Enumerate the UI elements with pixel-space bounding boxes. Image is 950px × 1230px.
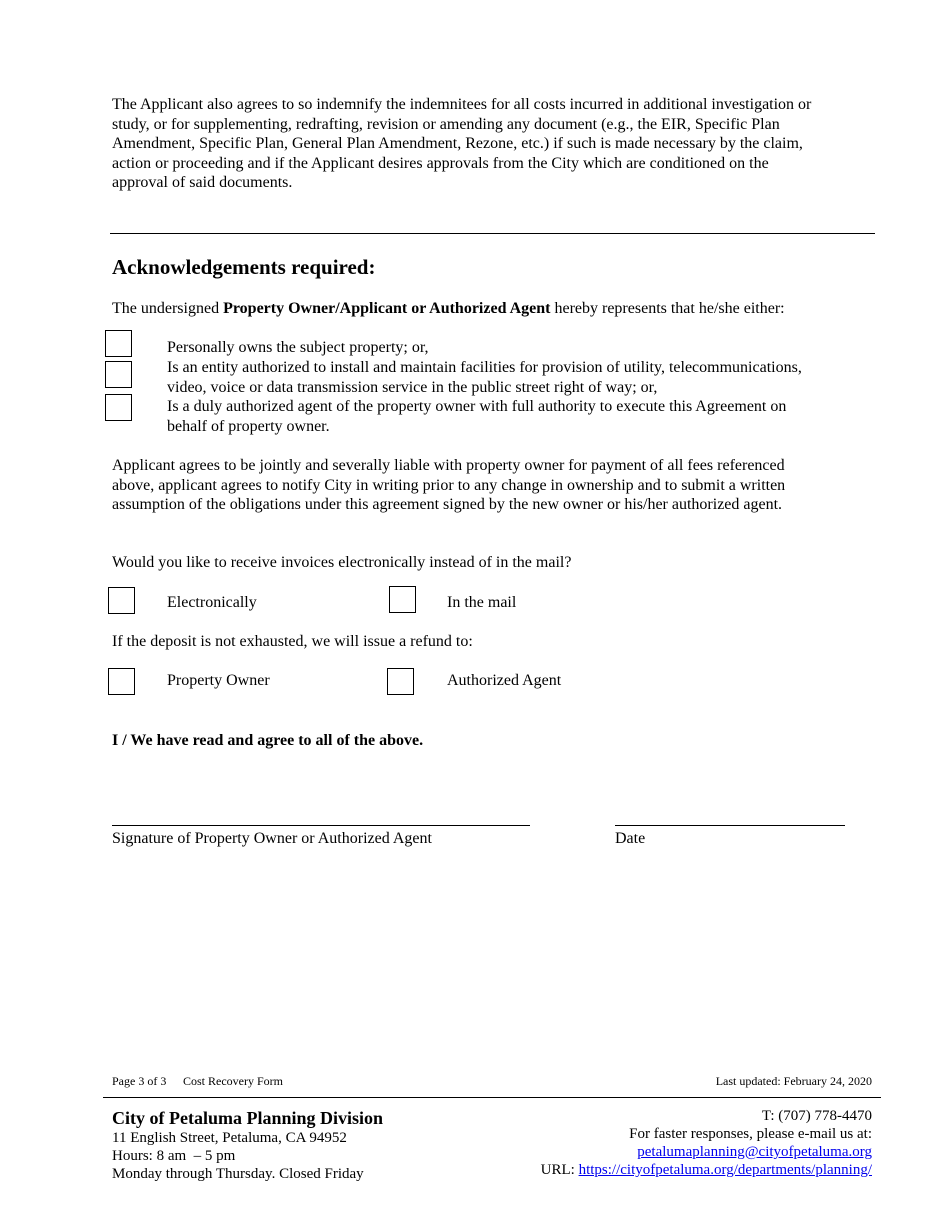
refund-question: If the deposit is not exhausted, we will issue a refund to: bbox=[112, 633, 473, 650]
indemnity-line: approval of said documents. bbox=[112, 174, 293, 192]
url-row bbox=[541, 1162, 872, 1180]
page-number: Page 3 of 3 bbox=[112, 1074, 167, 1088]
checkbox-property-owner[interactable] bbox=[108, 668, 135, 695]
option-authorized-entity bbox=[167, 358, 802, 397]
option-line: Is an entity authorized to install and maintain facilities for provision of utility, telecommunications, bbox=[167, 359, 802, 376]
option-personally-owns bbox=[167, 338, 429, 358]
intro-text-before: The undersigned bbox=[112, 300, 224, 317]
org-name: City of Petaluma Planning Division bbox=[112, 1108, 384, 1128]
checkbox-electronically[interactable] bbox=[108, 587, 135, 614]
email-link[interactable]: petalumaplanning@cityofpetaluma.org bbox=[637, 1144, 872, 1160]
option-line: video, voice or data transmission service in the public street right of way; or, bbox=[167, 378, 658, 396]
liability-line: assumption of the obligations under this agreement signed by the new owner or his/her authorized agent. bbox=[112, 496, 783, 514]
org-address: 11 English Street, Petaluma, CA 94952 bbox=[112, 1130, 347, 1146]
signature-label: Signature of Property Owner or Authorized Agent bbox=[112, 830, 432, 847]
option-line: behalf of property owner. bbox=[167, 417, 330, 435]
checkbox-personally-owns[interactable] bbox=[105, 330, 132, 357]
indemnity-line: The Applicant also agrees to so indemnify the indemnitees for all costs incurred in additional investigation or bbox=[112, 96, 812, 113]
checkbox-authorized-agent-refund[interactable] bbox=[387, 668, 414, 695]
acknowledgements-heading: Acknowledgements required: bbox=[112, 255, 376, 279]
url-label: URL: bbox=[540, 1162, 579, 1178]
date-label: Date bbox=[615, 830, 646, 847]
label-property-owner: Property Owner bbox=[167, 672, 270, 689]
label-authorized-agent-refund: Authorized Agent bbox=[447, 672, 562, 689]
agreement-statement: I / We have read and agree to all of the above. bbox=[112, 732, 424, 749]
date-line[interactable] bbox=[615, 825, 845, 826]
indemnity-line: action or proceeding and if the Applicant desires approvals from the City which are conditioned on the bbox=[112, 154, 769, 172]
label-electronically: Electronically bbox=[167, 594, 257, 611]
checkbox-in-the-mail[interactable] bbox=[389, 586, 416, 613]
acknowledgements-intro bbox=[112, 299, 785, 319]
phone-number: T: (707) 778-4470 bbox=[761, 1108, 872, 1124]
org-hours: Hours: 8 am – 5 pm bbox=[112, 1148, 236, 1164]
liability-paragraph bbox=[112, 456, 785, 515]
indemnity-line: study, or for supplementing, redrafting, revision or amending any document (e.g., the EIR, Specific Plan bbox=[112, 115, 780, 133]
website-link[interactable]: https://cityofpetaluma.org/departments/planning/ bbox=[578, 1162, 872, 1178]
email-row bbox=[637, 1144, 872, 1162]
email-prompt: For faster responses, please e-mail us at: bbox=[629, 1126, 872, 1142]
indemnity-line: Amendment, Specific Plan, General Plan Amendment, Rezone, etc.) if such is made necessary by the claim, bbox=[112, 135, 803, 153]
label-in-the-mail: In the mail bbox=[447, 594, 517, 611]
form-name: Cost Recovery Form bbox=[183, 1074, 283, 1088]
option-line: Personally owns the subject property; or, bbox=[167, 339, 429, 356]
checkbox-authorized-agent[interactable] bbox=[105, 394, 132, 421]
option-line: Is a duly authorized agent of the property owner with full authority to execute this Agreement on bbox=[167, 398, 787, 415]
liability-line: Applicant agrees to be jointly and severally liable with property owner for payment of all fees referenced bbox=[112, 457, 785, 474]
checkbox-authorized-entity[interactable] bbox=[105, 361, 132, 388]
last-updated: Last updated: February 24, 2020 bbox=[715, 1074, 872, 1088]
intro-text-bold: Property Owner/Applicant or Authorized Agent bbox=[223, 300, 551, 317]
intro-text-after: hereby represents that he/she either: bbox=[550, 300, 785, 317]
signature-line[interactable] bbox=[112, 825, 530, 826]
liability-line: above, applicant agrees to notify City in writing prior to any change in ownership and to submit a written bbox=[112, 476, 786, 494]
option-authorized-agent bbox=[167, 397, 786, 436]
section-divider bbox=[110, 233, 875, 234]
invoice-question: Would you like to receive invoices electronically instead of in the mail? bbox=[112, 554, 572, 571]
indemnity-paragraph bbox=[112, 95, 811, 193]
footer-divider bbox=[103, 1097, 881, 1098]
org-days: Monday through Thursday. Closed Friday bbox=[112, 1166, 364, 1182]
